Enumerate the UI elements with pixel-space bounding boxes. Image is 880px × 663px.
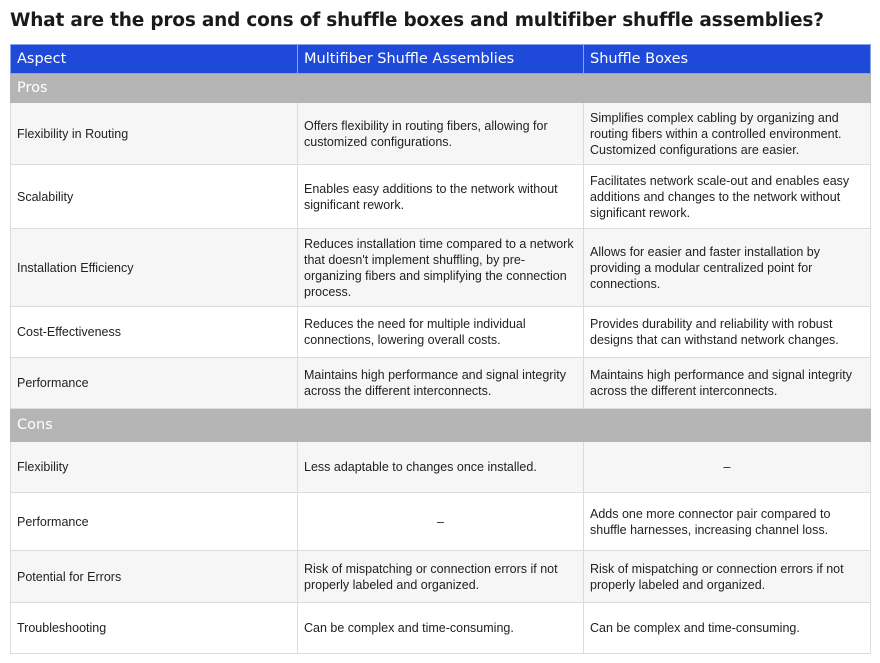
section-label-pros: Pros [11, 74, 871, 103]
table-row [11, 307, 871, 358]
table-row [11, 229, 871, 307]
column-header-multifiber-shuffle-assemblies: Multifiber Shuffle Assemblies [298, 45, 584, 74]
table-row [11, 603, 871, 654]
assemblies-cell: Can be complex and time-consuming. [298, 603, 584, 654]
aspect-cell: Scalability [11, 165, 298, 229]
assemblies-cell: Maintains high performance and signal integrity across the different interconnects. [298, 358, 584, 409]
assemblies-cell: Reduces installation time compared to a network that doesn't implement shuffling, by pre-organizing fibers and simplifying the connection process. [298, 229, 584, 307]
section-label-cons: Cons [11, 409, 871, 442]
table-row [11, 493, 871, 551]
assemblies-cell: – [298, 493, 584, 551]
boxes-cell: Adds one more connector pair compared to shuffle harnesses, increasing channel loss. [584, 493, 871, 551]
header-row [11, 45, 871, 74]
aspect-cell: Potential for Errors [11, 551, 298, 603]
boxes-cell: Facilitates network scale-out and enables easy additions and changes to the network without significant rework. [584, 165, 871, 229]
boxes-cell: Allows for easier and faster installation by providing a modular centralized point for connections. [584, 229, 871, 307]
assemblies-cell: Enables easy additions to the network without significant rework. [298, 165, 584, 229]
table-row [11, 165, 871, 229]
assemblies-cell: Less adaptable to changes once installed. [298, 442, 584, 493]
boxes-cell: Provides durability and reliability with robust designs that can withstand network changes. [584, 307, 871, 358]
boxes-cell: Maintains high performance and signal integrity across the different interconnects. [584, 358, 871, 409]
boxes-cell: Can be complex and time-consuming. [584, 603, 871, 654]
aspect-cell: Flexibility in Routing [11, 103, 298, 165]
table-row [11, 551, 871, 603]
assemblies-cell: Risk of mispatching or connection errors if not properly labeled and organized. [298, 551, 584, 603]
aspect-cell: Troubleshooting [11, 603, 298, 654]
boxes-cell: Simplifies complex cabling by organizing and routing fibers within a controlled environment. Customized configurations are easier. [584, 103, 871, 165]
aspect-cell: Performance [11, 358, 298, 409]
assemblies-cell: Reduces the need for multiple individual connections, lowering overall costs. [298, 307, 584, 358]
aspect-cell: Cost-Effectiveness [11, 307, 298, 358]
aspect-cell: Performance [11, 493, 298, 551]
section-row-cons [11, 409, 871, 442]
column-header-shuffle-boxes: Shuffle Boxes [584, 45, 871, 74]
comparison-table [10, 44, 871, 654]
table-row [11, 442, 871, 493]
table-row [11, 358, 871, 409]
table-row [11, 103, 871, 165]
aspect-cell: Installation Efficiency [11, 229, 298, 307]
column-header-aspect: Aspect [11, 45, 298, 74]
boxes-cell: – [584, 442, 871, 493]
assemblies-cell: Offers flexibility in routing fibers, allowing for customized configurations. [298, 103, 584, 165]
page-title: What are the pros and cons of shuffle boxes and multifiber shuffle assemblies? [10, 10, 824, 31]
boxes-cell: Risk of mispatching or connection errors if not properly labeled and organized. [584, 551, 871, 603]
aspect-cell: Flexibility [11, 442, 298, 493]
section-row-pros [11, 74, 871, 103]
